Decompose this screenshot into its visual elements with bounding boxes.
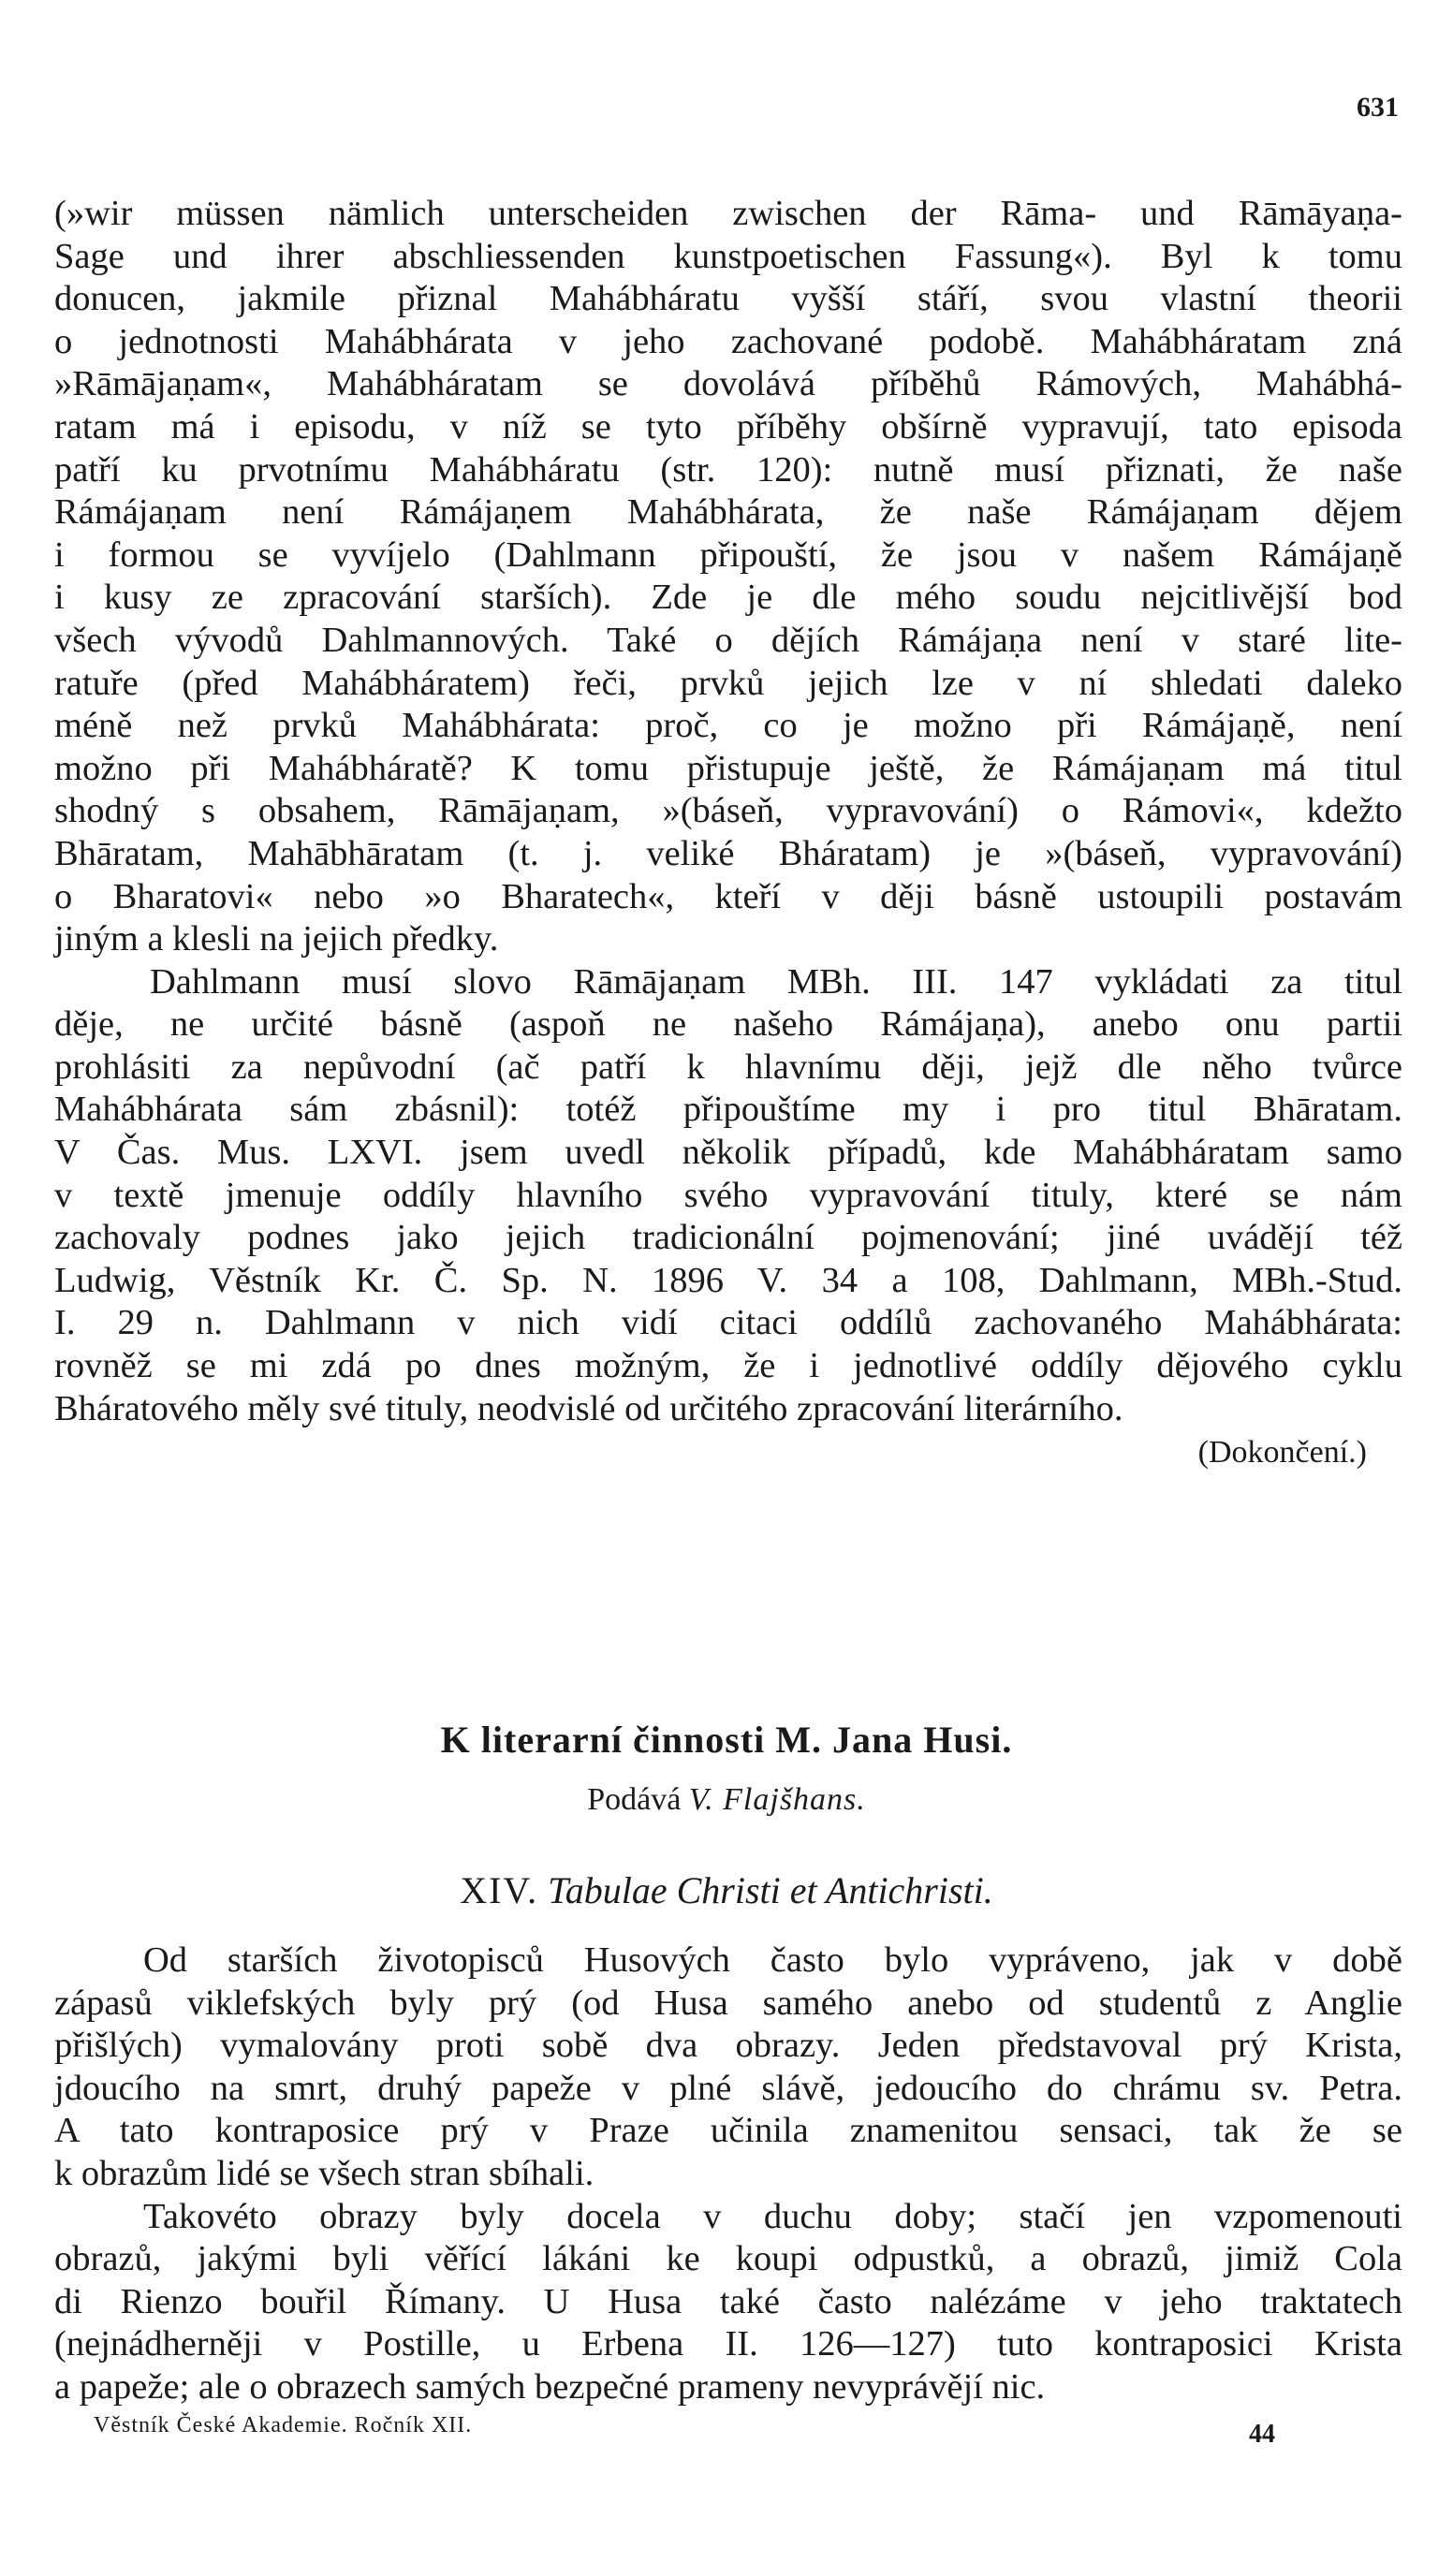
subsection-title [0, 1868, 1453, 1912]
text-line: di Rienzo bouřil Římany. U Husa také často nalézáme v jeho traktatech [54, 2281, 1402, 2321]
text-line: »Rāmājaṇam«, Mahábháratam se dovolává příběhů Rámových, Mahábhá- [54, 364, 1402, 404]
text-line: Bháratového měly své tituly, neodvislé od určitého zpracování literárního. [54, 1388, 1123, 1428]
text-line: jiným a klesli na jejich předky. [54, 919, 499, 959]
text-line: rovněž se mi zdá po dnes možným, že i jednotlivé oddíly dějového cyklu [54, 1346, 1402, 1386]
text-line: přišlých) vymalovány proti sobě dva obrazy. Jeden představoval prý Krista, [54, 2026, 1402, 2066]
text-line: o jednotnosti Mahábhárata v jeho zachované podobě. Mahábháratam zná [54, 321, 1402, 361]
text-line: (nejnádherněji v Postille, u Erbena II. 126—127) tuto kontraposici Krista [54, 2324, 1402, 2364]
text-line: Rámájaṇam není Rámájaṇem Mahábhárata, že naše Rámájaṇam dějem [54, 492, 1402, 533]
text-line: I. 29 n. Dahlmann v nich vidí citaci oddílů zachovaného Mahábhárata: [54, 1303, 1402, 1343]
body-text-section [54, 1939, 1402, 2409]
text-line: shodný s obsahem, Rāmājaṇam, »(báseň, vypravování) o Rámovi«, kdežto [54, 791, 1402, 831]
text-line: ratam má i episodu, v níž se tyto příběhy obšírně vypravují, tato episoda [54, 406, 1402, 446]
text-line: ratuře (před Mahábháratem) řeči, prvků jejich lze v ní shledati daleko [54, 663, 1402, 703]
subsection-number: XIV. [460, 1869, 539, 1911]
text-line: Takovéto obrazy byly docela v duchu doby; stačí jen vzpomenouti [143, 2196, 1402, 2236]
text-line: zachovaly podnes jako jejich tradicionální pojmenování; jiné uvádějí též [54, 1218, 1402, 1258]
text-line: k obrazům lidé se všech stran sbíhali. [54, 2153, 594, 2193]
signature-mark: 44 [1249, 2420, 1275, 2449]
text-line: méně než prvků Mahábhárata: proč, co je možno při Rámájaṇě, není [54, 706, 1402, 746]
author-name: V. Flajšhans. [688, 1782, 866, 1817]
footer-journal: Věstník České Akademie. Ročník XII. [94, 2413, 473, 2437]
body-text-top [54, 193, 1402, 1430]
text-line: Mahábhárata sám zbásnil): totéž připouštíme my i pro titul Bhāratam. [54, 1090, 1402, 1130]
text-line: Od starších životopisců Husových často bylo vypráveno, jak v době [143, 1940, 1402, 1980]
text-line: zápasů viklefských byly prý (od Husa samého anebo od studentů z Anglie [54, 1983, 1402, 2023]
text-line: Bhāratam, Mahābhāratam (t. j. veliké Bháratam) je »(báseň, vypravování) [54, 833, 1402, 873]
text-line: obrazů, jakými byli věřící lákáni ke koupi odpustků, a obrazů, jimiž Cola [54, 2239, 1402, 2279]
text-line: A tato kontraposice prý v Praze učinila znamenitou sensaci, tak že se [54, 2111, 1402, 2151]
text-line: i formou se vyvíjelo (Dahlmann připouští, že jsou v našem Rámájaṇě [54, 534, 1402, 575]
text-line: V Čas. Mus. LXVI. jsem uvedl několik případů, kde Mahábháratam samo [54, 1133, 1402, 1173]
section-title: K literarní činnosti M. Jana Husi. [440, 1719, 1013, 1761]
text-line: Dahlmann musí slovo Rāmājaṇam MBh. III. 147 vykládati za titul [150, 961, 1402, 1002]
text-line: Ludwig, Věstník Kr. Č. Sp. N. 1896 V. 34 a 108, Dahlmann, MBh.-Stud. [54, 1260, 1402, 1300]
text-line: (»wir müssen nämlich unterscheiden zwischen der Rāma- und Rāmāyaṇa- [54, 194, 1402, 233]
text-line: prohlásiti za nepůvodní (ač patří k hlavnímu ději, jejž dle něho tvůrce [54, 1046, 1402, 1087]
text-line: o Bharatovi« nebo »o Bharatech«, kteří v ději básně ustoupili postavám [54, 876, 1402, 916]
page-number: 631 [1357, 92, 1399, 123]
section-author [0, 1782, 1453, 1818]
text-line: všech vývodů Dahlmannových. Také o dějích Rámájaṇa není v staré lite- [54, 620, 1402, 660]
author-prefix: Podává [587, 1782, 682, 1817]
continuation-note: (Dokončení.) [1197, 1435, 1367, 1470]
subsection-name: Tabulae Christi et Antichristi. [548, 1869, 993, 1911]
text-line: v textě jmenuje oddíly hlavního svého vypravování tituly, které se nám [54, 1175, 1402, 1215]
text-line: Sage und ihrer abschliessenden kunstpoetischen Fassung«). Byl k tomu [54, 236, 1402, 276]
text-line: patří ku prvotnímu Mahábháratu (str. 120): nutně musí přiznati, že naše [54, 449, 1402, 490]
text-line: jdoucího na smrt, druhý papeže v plné slávě, jedoucího do chrámu sv. Petra. [54, 2068, 1402, 2108]
text-line: i kusy ze zpracování starších). Zde je dle mého soudu nejcitlivější bod [54, 578, 1402, 618]
text-line: možno při Mahábháratě? K tomu přistupuje ještě, že Rámájaṇam má titul [54, 748, 1402, 788]
text-line: děje, ne určité básně (aspoň ne našeho Rámájaṇa), anebo onu partii [54, 1004, 1402, 1045]
text-line: donucen, jakmile přiznal Mahábháratu vyšší stáří, svou vlastní theorii [54, 279, 1402, 319]
text-line: a papeže; ale o obrazech samých bezpečné prameny nevyprávějí nic. [54, 2366, 1046, 2407]
